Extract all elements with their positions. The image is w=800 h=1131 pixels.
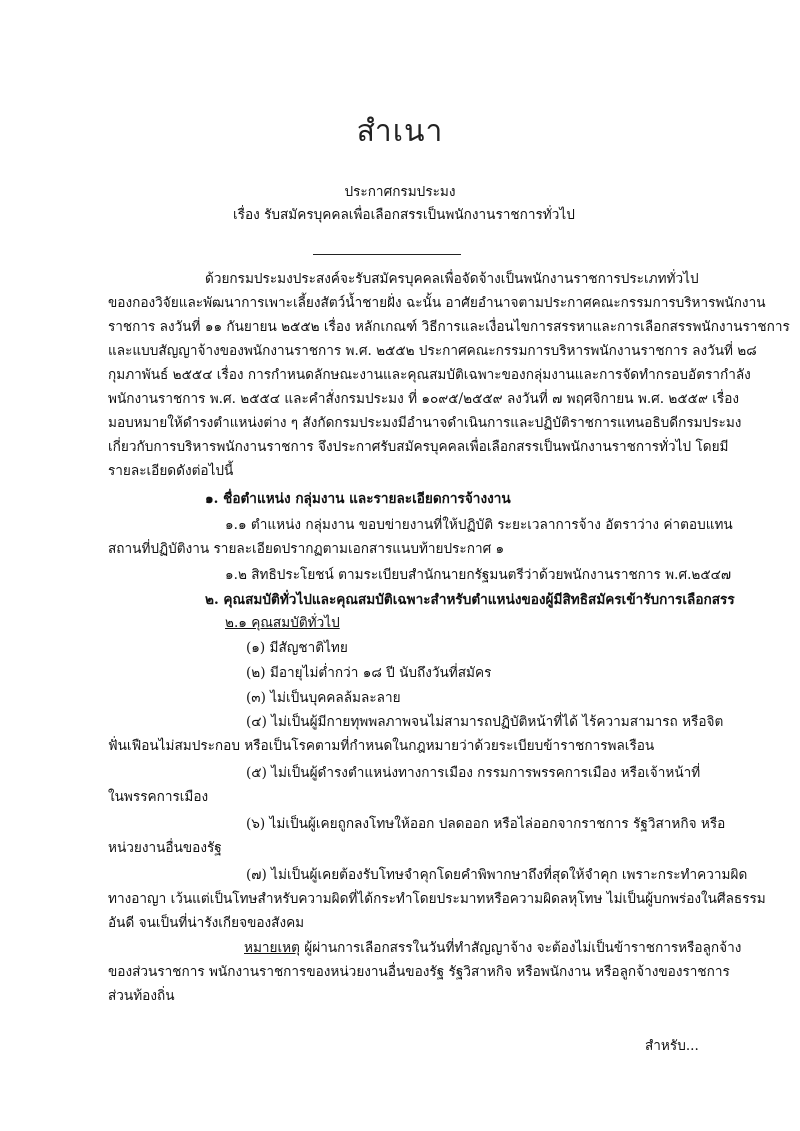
intro-line-8: เกี่ยวกับการบริหารพนักงานราชการ จึงประกาศรับสมัครบุคคลเพื่อเลือกสรรเป็นพนักงานราชการทั่วไป โดยมี bbox=[108, 439, 729, 455]
qualification-5-line-2: ในพรรคการเมือง bbox=[108, 789, 209, 805]
intro-line-1: ด้วยกรมประมงประสงค์จะรับสมัครบุคคลเพื่อจัดจ้างเป็นพนักงานราชการประเภททั่วไป bbox=[205, 271, 699, 287]
note-line-2: ของส่วนราชการ พนักงานราชการของหน่วยงานอื่นของรัฐ รัฐวิสาหกิจ หรือพนักงาน หรือลูกจ้างของราชการ bbox=[108, 964, 730, 980]
intro-line-6: พนักงานราชการ พ.ศ. ๒๕๕๔ และคำสั่งกรมประมง ที่ ๑๐๙๕/๒๕๕๙ ลงวันที่ ๗ พฤศจิกายน พ.ศ. ๒๕๕๙ เรื่อง bbox=[108, 391, 740, 407]
qualification-4-line-1: (๔) ไม่เป็นผู้มีกายทุพพลภาพจนไม่สามารถปฏิบัติหน้าที่ได้ ไร้ความสามารถ หรือจิต bbox=[246, 714, 724, 730]
qualification-5-line-1: (๕) ไม่เป็นผู้ดำรงตำแหน่งทางการเมือง กรรมการพรรคการเมือง หรือเจ้าหน้าที่ bbox=[246, 765, 701, 781]
note-line-3: ส่วนท้องถิ่น bbox=[108, 988, 175, 1004]
qualification-2: (๒) มีอายุไม่ต่ำกว่า ๑๘ ปี นับถึงวันที่สมัคร bbox=[246, 665, 492, 681]
qualification-6-line-2: หน่วยงานอื่นของรัฐ bbox=[108, 840, 222, 856]
title-divider bbox=[313, 254, 461, 255]
intro-line-2: ของกองวิจัยและพัฒนาการเพาะเลี้ยงสัตว์น้ำชายฝั่ง ฉะนั้น อาศัยอำนาจตามประกาศคณะกรรมการบริหารพนักงาน bbox=[108, 295, 766, 311]
section-1-1-line-2: สถานที่ปฏิบัติงาน รายละเอียดปรากฏตามเอกสารแนบท้ายประกาศ ๑ bbox=[108, 541, 505, 557]
qualification-6-line-1: (๖) ไม่เป็นผู้เคยถูกลงโทษให้ออก ปลดออก หรือไล่ออกจากราชการ รัฐวิสาหกิจ หรือ bbox=[246, 816, 726, 832]
note-text: ผู้ผ่านการเลือกสรรในวันที่ทำสัญญาจ้าง จะต้องไม่เป็นข้าราชการหรือลูกจ้าง bbox=[299, 940, 742, 956]
intro-line-3: ราชการ ลงวันที่ ๑๑ กันยายน ๒๕๕๒ เรื่อง หลักเกณฑ์ วิธีการและเงื่อนไขการสรรหาและการเลือกสรรพนักงานราชการ bbox=[108, 319, 790, 335]
continuation-marker: สำหรับ... bbox=[645, 1038, 699, 1054]
note-label: หมายเหตุ bbox=[244, 940, 300, 956]
qualification-3: (๓) ไม่เป็นบุคคลล้มละลาย bbox=[246, 690, 401, 706]
intro-line-5: กุมภาพันธ์ ๒๕๕๔ เรื่อง การกำหนดลักษณะงานและคุณสมบัติเฉพาะของกลุ่มงานและการจัดทำกรอบอัตรากำลัง bbox=[108, 367, 751, 383]
intro-line-9: รายละเอียดดังต่อไปนี้ bbox=[108, 463, 234, 479]
section-1-2: ๑.๒ สิทธิประโยชน์ ตามระเบียบสำนักนายกรัฐมนตรีว่าด้วยพนักงานราชการ พ.ศ.๒๕๔๗ bbox=[225, 567, 732, 583]
intro-line-4: และแบบสัญญาจ้างของพนักงานราชการ พ.ศ. ๒๕๕๒ ประกาศคณะกรรมการบริหารพนักงานราชการ ลงวันที่ ๒๘ bbox=[108, 343, 757, 359]
qualification-7-line-3: อันดี จนเป็นที่น่ารังเกียจของสังคม bbox=[108, 915, 305, 931]
section-2-1-heading: ๒.๑ คุณสมบัติทั่วไป bbox=[225, 615, 340, 631]
copy-stamp: สำเนา bbox=[356, 114, 444, 149]
intro-line-7: มอบหมายให้ดำรงตำแหน่งต่าง ๆ สังกัดกรมประมงมีอำนาจดำเนินการและปฏิบัติราชการแทนอธิบดีกรมประมง bbox=[108, 415, 742, 431]
qualification-4-line-2: ฟั่นเฟือนไม่สมประกอบ หรือเป็นโรคตามที่กำหนดในกฎหมายว่าด้วยระเบียบข้าราชการพลเรือน bbox=[108, 738, 655, 754]
section-1-heading: ๑. ชื่อตำแหน่ง กลุ่มงาน และรายละเอียดการจ้างงาน bbox=[205, 491, 511, 507]
section-1-1-line-1: ๑.๑ ตำแหน่ง กลุ่มงาน ขอบข่ายงานที่ให้ปฏิบัติ ระยะเวลาการจ้าง อัตราว่าง ค่าตอบแทน bbox=[225, 517, 733, 533]
announcement-subject: เรื่อง รับสมัครบุคคลเพื่อเลือกสรรเป็นพนักงานราชการทั่วไป bbox=[233, 207, 575, 223]
qualification-1: (๑) มีสัญชาติไทย bbox=[246, 640, 348, 656]
qualification-7-line-1: (๗) ไม่เป็นผู้เคยต้องรับโทษจำคุกโดยคำพิพากษาถึงที่สุดให้จำคุก เพราะกระทำความผิด bbox=[246, 867, 748, 883]
qualification-7-line-2: ทางอาญา เว้นแต่เป็นโทษสำหรับความผิดที่ได้กระทำโดยประมาทหรือความผิดลหุโทษ ไม่เป็นผู้บกพร่องในศีลธรรม bbox=[108, 891, 766, 907]
section-2-heading: ๒. คุณสมบัติทั่วไปและคุณสมบัติเฉพาะสำหรับตำแหน่งของผู้มีสิทธิสมัครเข้ารับการเลือกสรร bbox=[205, 592, 735, 608]
note-line-1 bbox=[244, 936, 741, 960]
announcement-issuer: ประกาศกรมประมง bbox=[344, 184, 456, 200]
